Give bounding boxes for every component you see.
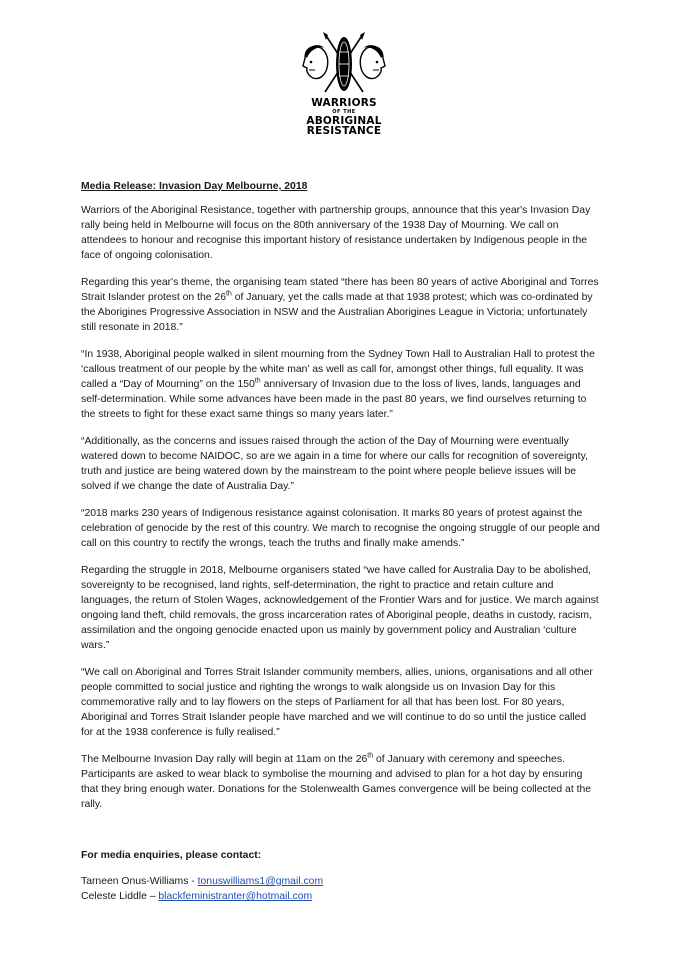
paragraph-8: [81, 752, 601, 812]
ordinal-suffix: th: [225, 290, 232, 298]
paragraph-3-part-b: anniversary of Invasion due to the loss of lives, lands, languages and self-determination. While some advances have been made in the past 80 years, we find ourselves returning to the streets to fight for these exact same things so many years later.”: [81, 379, 587, 420]
paragraph-2: [81, 275, 601, 335]
document-body: [81, 179, 601, 904]
paragraph-6: Regarding the struggle in 2018, Melbourne organisers stated “we have called for Australia Day to be abolished, sovereignty to be recognised, land rights, self-determination, the right to practice and retain culture and languages, the return of Stolen Wages, acknowledgement of the Frontier Wars and for justice. We march against ongoing land theft, child removals, the gross incarceration rates of Aboriginal people, deaths in custody, racism, assimilation and the ongoing genocide enacted upon us mainly by government policy and Australian ‘culture wars.”: [81, 565, 599, 651]
contact-email-link[interactable]: blackfeministranter@hotmail.com: [158, 891, 313, 902]
logo-line-4: RESISTANCE: [306, 125, 382, 137]
contact-email-link[interactable]: tonuswilliams1@gmail.com: [197, 876, 324, 887]
paragraph-8-part-b: of January with ceremony and speeches. Participants are asked to wear black to symbolise the mourning and advised to plan for a hot day by ensuring that they bring enough water. Donations for the Stolenwealth Games convergence will be being collected at the rally.: [81, 754, 592, 810]
shield-spears-faces-icon: [299, 32, 389, 96]
paragraph-8-part-a: The Melbourne Invasion Day rally will begin at 11am on the 26: [81, 754, 368, 765]
paragraph-3: [81, 347, 601, 422]
contact-name: Tarneen Onus-Williams -: [81, 876, 198, 887]
logo-line-1: WARRIORS: [311, 97, 377, 109]
paragraph-7: “We call on Aboriginal and Torres Strait Islander community members, allies, unions, organisations and all other people committed to social justice and righting the wrongs to walk alongside us on Invasion Day for this commemorative rally and to lay flowers on the steps of Parliament for all that has been lost. For 80 years, Aboriginal and Torres Strait Islander people have marched and we will continue to do so until the justice called for at the 1938 conference is fully realised.”: [81, 667, 593, 738]
contact-item: [81, 874, 601, 889]
contacts-heading: For media enquiries, please contact:: [81, 850, 262, 861]
contact-name: Celeste Liddle –: [81, 891, 159, 902]
paragraph-4: “Additionally, as the concerns and issues raised through the action of the Day of Mourning were eventually watered down to become NAIDOC, so are we again in a time for where our calls for recognition of sovereignty, truth and justice are being watered down by the mainstream to the point where people believe issues will be solved if we change the date of Australia Day.”: [81, 436, 588, 492]
logo-wordmark: [306, 98, 381, 137]
paragraph-2-part-a: Regarding this year's theme, the organising team stated “there has been 80 years of active Aboriginal and Torres Strait Islander protest on the 26: [81, 277, 599, 303]
paragraph-3-part-a: “In 1938, Aboriginal people walked in silent mourning from the Sydney Town Hall to Australian Hall to protest the ‘callous treatment of our people by the white man’ as well as call for, amongst other things, full equality. It was called a “Day of Mourning” on the 150: [81, 349, 595, 390]
contact-item: [81, 889, 601, 904]
paragraph-1: Warriors of the Aboriginal Resistance, together with partnership groups, announce that this year's Invasion Day rally being held in Melbourne will focus on the 80th anniversary of the 1938 Day of Mourning. We call on attendees to honour and recognise this important history of resistance undertaken by Indigenous people in the face of ongoing colonisation.: [81, 205, 591, 261]
warriors-logo: [296, 32, 392, 152]
paragraph-2-part-b: of January, yet the calls made at that 1938 protest; which was co-ordinated by the Aborigines Progressive Association in NSW and the Australian Aborigines League in Victoria; unfortunately still resonate in 2018.”: [81, 292, 593, 333]
ordinal-suffix: th: [367, 752, 374, 760]
paragraph-5: “2018 marks 230 years of Indigenous resistance against colonisation. It marks 80 years of protest against the celebration of genocide by the rest of this country. We march to recognise the ongoing struggle of our people and call on this country to rectify the wrongs, teach the truths and finally make amends.”: [81, 508, 600, 549]
logo-line-2: OF THE: [332, 108, 356, 115]
logo-line-3: ABORIGINAL: [306, 114, 382, 127]
document-title: Media Release: Invasion Day Melbourne, 2018: [81, 181, 308, 192]
ordinal-suffix: th: [254, 377, 261, 385]
